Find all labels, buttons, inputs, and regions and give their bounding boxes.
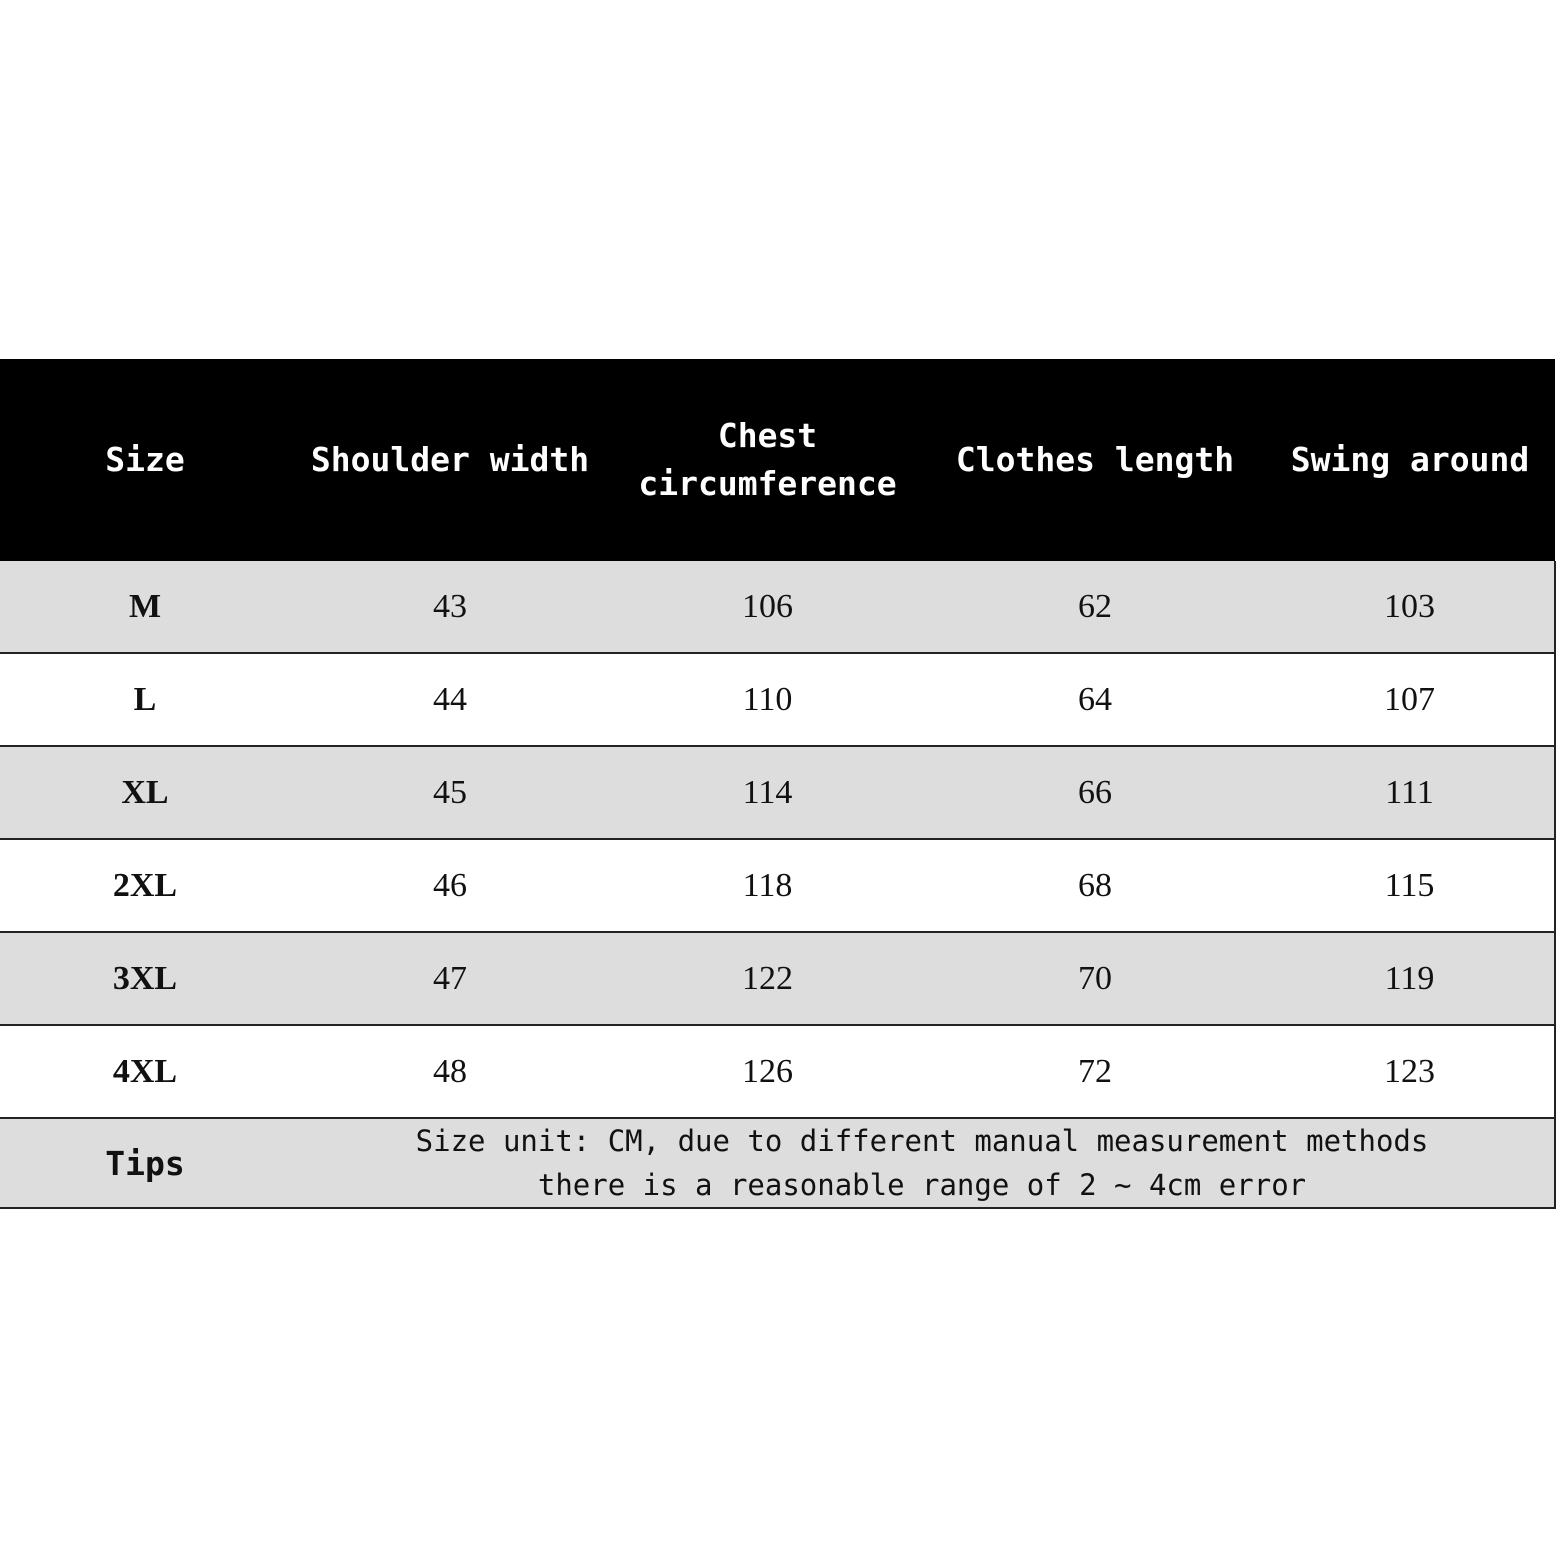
- header-chest-line1: Chest: [717, 416, 818, 455]
- cell-length: 72: [925, 1025, 1265, 1118]
- tips-line2: there is a reasonable range of 2 ~ 4cm error: [537, 1168, 1307, 1202]
- tips-row: [0, 1118, 1555, 1208]
- cell-length: 62: [925, 561, 1265, 653]
- cell-length: 68: [925, 839, 1265, 932]
- cell-swing: 103: [1265, 561, 1555, 653]
- cell-length: 64: [925, 653, 1265, 746]
- cell-size: M: [0, 561, 290, 653]
- table-row: [0, 653, 1555, 746]
- tips-label: Tips: [0, 1118, 290, 1208]
- cell-size: L: [0, 653, 290, 746]
- cell-size: XL: [0, 746, 290, 839]
- header-size: Size: [0, 359, 290, 561]
- header-chest-circumference: [610, 359, 925, 561]
- cell-shoulder: 45: [290, 746, 610, 839]
- cell-swing: 119: [1265, 932, 1555, 1025]
- cell-chest: 126: [610, 1025, 925, 1118]
- cell-size: 2XL: [0, 839, 290, 932]
- size-chart-table: [0, 359, 1556, 1209]
- table-row: [0, 1025, 1555, 1118]
- table-row: [0, 561, 1555, 653]
- cell-swing: 123: [1265, 1025, 1555, 1118]
- cell-swing: 115: [1265, 839, 1555, 932]
- cell-size: 4XL: [0, 1025, 290, 1118]
- cell-chest: 114: [610, 746, 925, 839]
- header-swing-around: Swing around: [1265, 359, 1555, 561]
- cell-shoulder: 46: [290, 839, 610, 932]
- cell-chest: 106: [610, 561, 925, 653]
- cell-chest: 118: [610, 839, 925, 932]
- cell-length: 70: [925, 932, 1265, 1025]
- tips-line1: Size unit: CM, due to different manual measurement methods: [415, 1124, 1429, 1158]
- cell-shoulder: 43: [290, 561, 610, 653]
- cell-chest: 122: [610, 932, 925, 1025]
- cell-shoulder: 44: [290, 653, 610, 746]
- table-header-row: [0, 359, 1555, 561]
- cell-length: 66: [925, 746, 1265, 839]
- cell-swing: 107: [1265, 653, 1555, 746]
- header-shoulder-width: Shoulder width: [290, 359, 610, 561]
- header-clothes-length: Clothes length: [925, 359, 1265, 561]
- cell-swing: 111: [1265, 746, 1555, 839]
- table-row: [0, 746, 1555, 839]
- header-chest-line2: circumference: [638, 464, 897, 503]
- tips-text: [290, 1118, 1555, 1208]
- table-row: [0, 932, 1555, 1025]
- cell-size: 3XL: [0, 932, 290, 1025]
- cell-shoulder: 48: [290, 1025, 610, 1118]
- table-row: [0, 839, 1555, 932]
- cell-shoulder: 47: [290, 932, 610, 1025]
- cell-chest: 110: [610, 653, 925, 746]
